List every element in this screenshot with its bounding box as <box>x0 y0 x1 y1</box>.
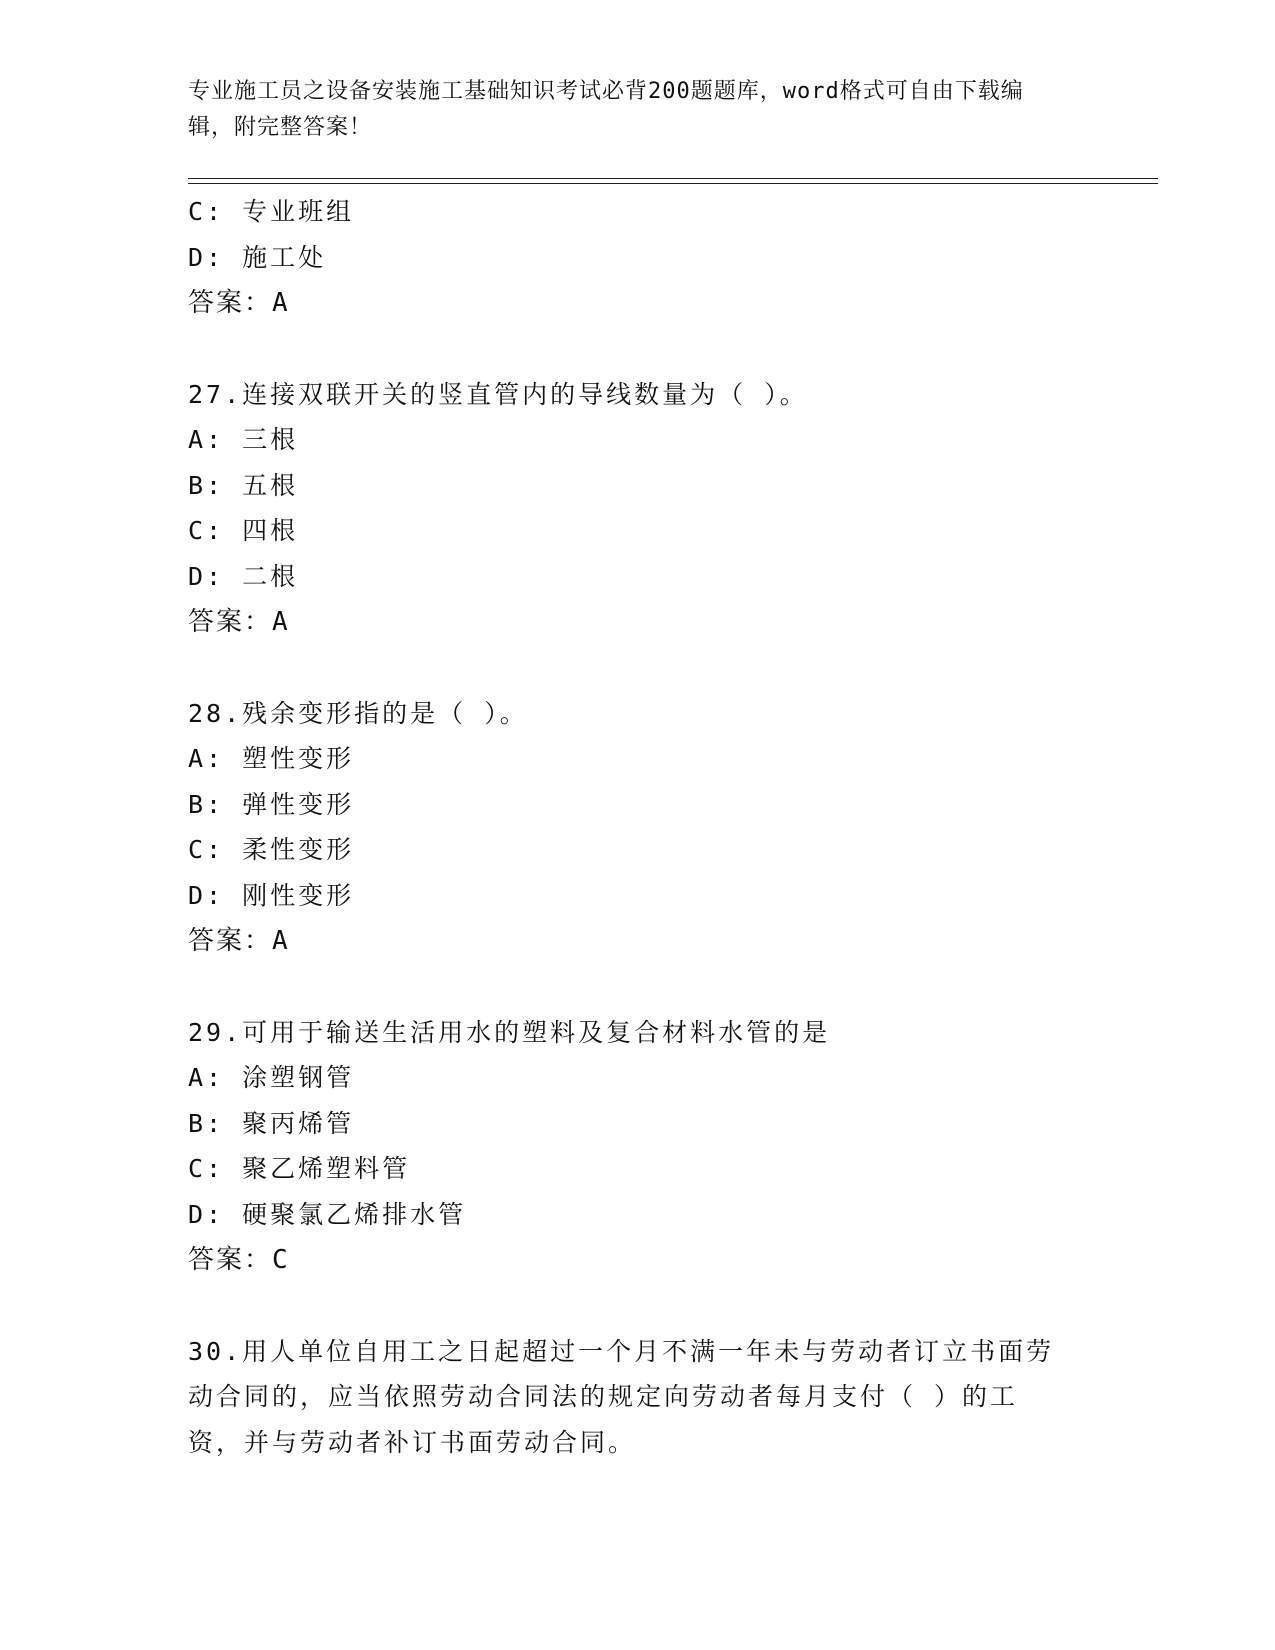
spacer <box>188 326 1088 372</box>
option-d: D: 硬聚氯乙烯排水管 <box>188 1199 467 1229</box>
option-c: C: 柔性变形 <box>188 835 355 864</box>
option-c: C: 四根 <box>188 516 299 545</box>
question-27 <box>188 372 1088 646</box>
answer-line: 答案：A <box>188 607 290 637</box>
option-b: B: 五根 <box>188 470 299 500</box>
question-content <box>188 189 1088 1465</box>
question-30 <box>188 1329 1088 1466</box>
answer-line: 答案：A <box>188 288 290 318</box>
option-a: A: 塑性变形 <box>188 744 355 773</box>
option-c: C: 聚乙烯塑料管 <box>188 1154 411 1183</box>
spacer <box>188 1283 1088 1329</box>
question-29 <box>188 1010 1088 1284</box>
option-b: B: 弹性变形 <box>188 789 355 819</box>
document-header: 专业施工员之设备安装施工基础知识考试必背200题题库，word格式可自由下载编辑，附完整答案！ <box>188 79 1024 140</box>
spacer <box>188 645 1088 691</box>
option-c: C: 专业班组 <box>188 197 355 226</box>
question-28 <box>188 691 1088 965</box>
option-d: D: 刚性变形 <box>188 880 355 910</box>
option-d: D: 二根 <box>188 561 299 591</box>
question-stem: 27.连接双联开关的竖直管内的导线数量为（ ）。 <box>188 379 808 409</box>
answer-line: 答案：A <box>188 926 290 956</box>
header-divider-bottom <box>188 183 1158 184</box>
header-divider-top <box>188 178 1158 179</box>
spacer <box>188 964 1088 1010</box>
option-a: A: 三根 <box>188 425 299 454</box>
question-stem: 30.用人单位自用工之日起超过一个月不满一年未与劳动者订立书面劳动合同的，应当依照劳动合同法的规定向劳动者每月支付（ ）的工资，并与劳动者补订书面劳动合同。 <box>188 1336 1055 1457</box>
option-a: A: 涂塑钢管 <box>188 1063 355 1092</box>
question-stem: 28.残余变形指的是（ ）。 <box>188 698 528 728</box>
answer-line: 答案：C <box>188 1245 290 1275</box>
option-b: B: 聚丙烯管 <box>188 1108 355 1138</box>
question-stem: 29.可用于输送生活用水的塑料及复合材料水管的是 <box>188 1017 831 1047</box>
option-d: D: 施工处 <box>188 242 327 272</box>
